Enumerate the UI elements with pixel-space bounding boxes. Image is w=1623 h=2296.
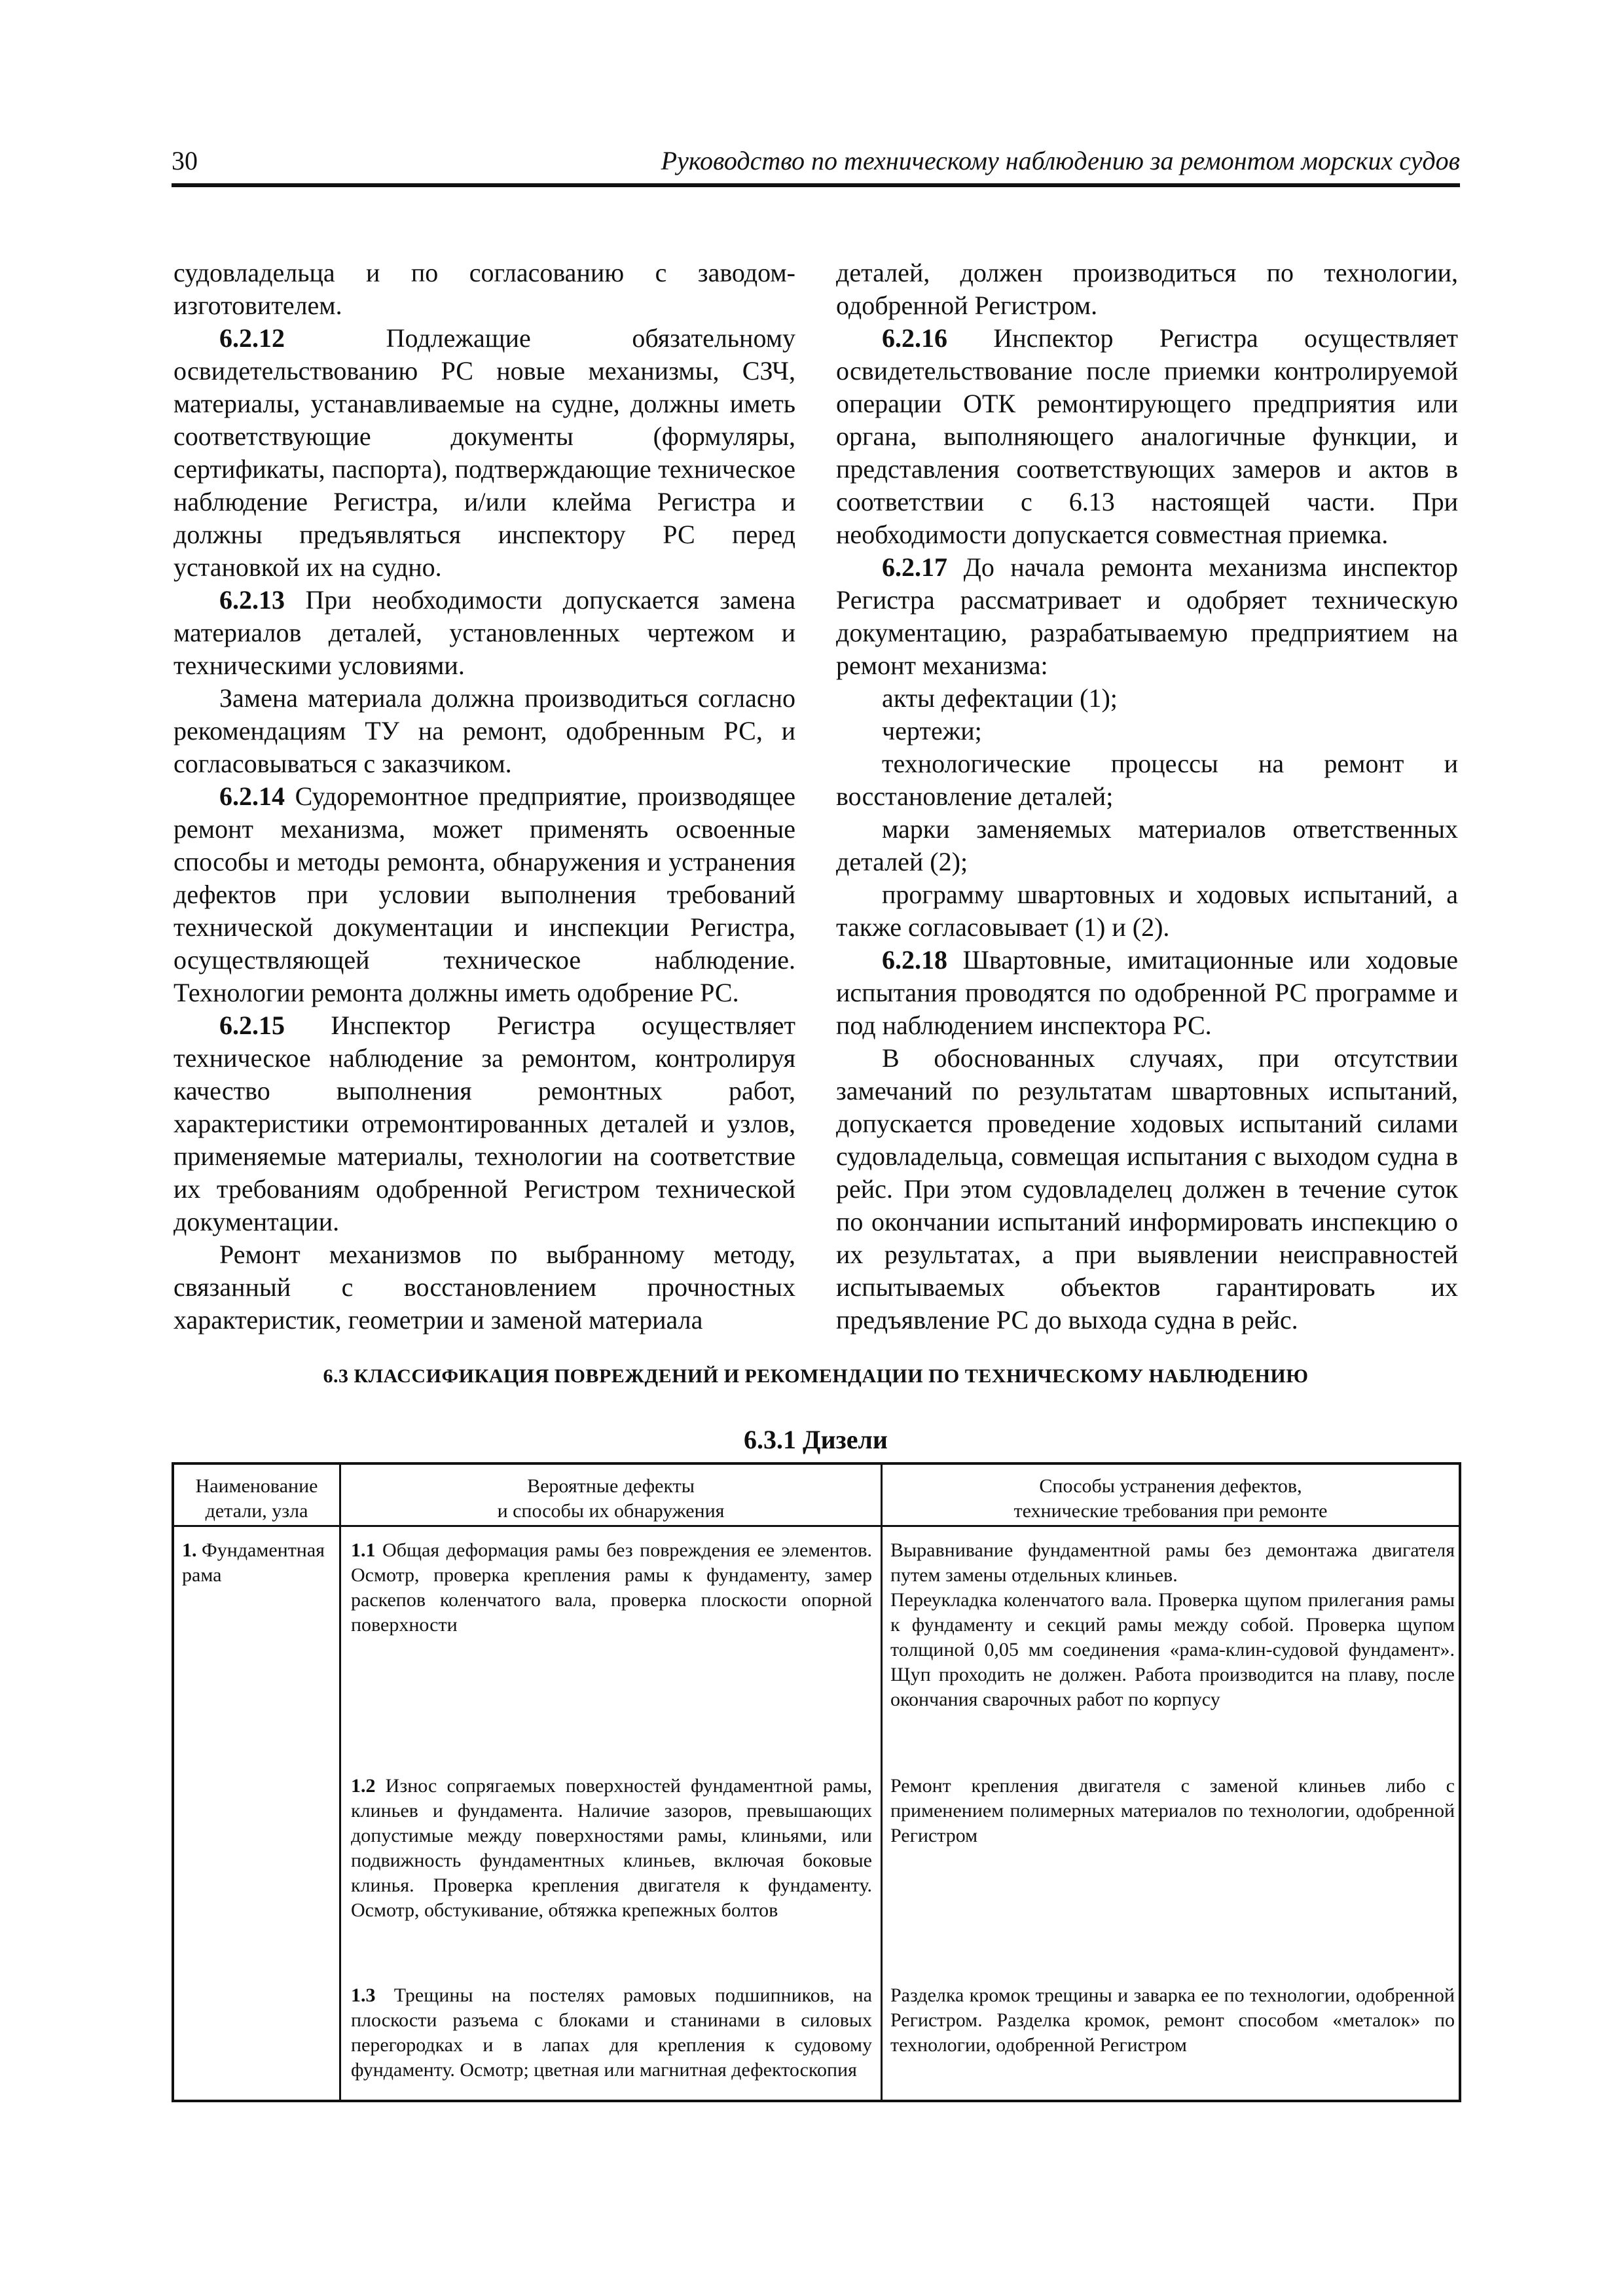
clause-number: 6.2.14: [219, 781, 285, 811]
table-row-1-2-remedy: Ремонт крепления двигателя с заменой клиньев либо с применением полимерных материалов по технологии, одобренной Регистром: [890, 1775, 1455, 1846]
page-number: 30: [172, 146, 198, 175]
clause-6-2-16: 6.2.16 Инспектор Регистра осуществляет освидетельствование после приемки контролируемой операции ОТК ремонтирующего предприятия или органа, выполняющего аналогичные функции, и представления соответствующих замеров и актов в соответствии с 6.13 настоящей части. При необходимости допускается совместная приемка.: [836, 323, 1458, 549]
right-column: [836, 257, 1458, 1336]
clause-6-2-13: 6.2.13 При необходимости допускается замена материалов деталей, установленных чертежом и техническими условиями.: [173, 585, 795, 680]
clause-6-2-15: 6.2.15 Инспектор Регистра осуществляет техническое наблюдение за ремонтом, контролируя качество выполнения ремонтных работ, характеристики отремонтированных деталей и узлов, применяемые материалы, технологии на соответствие их требованиям одобренной Регистром технической документации.: [173, 1011, 795, 1236]
paragraph: Ремонт механизмов по выбранному методу, связанный с восстановлением прочностных характеристик, геометрии и заменой материала: [173, 1240, 795, 1335]
table-row-1-1-defect: 1.1 Общая деформация рамы без повреждения ее элементов. Осмотр, проверка крепления рамы к фундаменту, замер раскепов коленчатого вала, проверка плоскости опорной поверхности: [351, 1539, 872, 1636]
table-divider: [174, 1525, 1459, 1527]
clause-6-2-12: 6.2.12 Подлежащие обязательному освидетельствованию РС новые механизмы, СЗЧ, материалы, устанавливаемые на судне, должны иметь соответствующие документы (формуляры, сертификаты, паспорта), подтверждающие техническое наблюдение Регистра, и/или клейма Регистра и должны предъявляться инспектору РС перед установкой их на судно.: [173, 323, 795, 582]
page-header: [172, 143, 1460, 187]
table-header-part: Наименование детали, узла: [195, 1475, 318, 1522]
clause-6-2-18: 6.2.18 Швартовные, имитационные или ходовые испытания проводятся по одобренной РС программе и под наблюдением инспектора РС.: [836, 945, 1458, 1040]
paragraph: В обоснованных случаях, при отсутствии замечаний по результатам швартовных испытаний, допускается проведение ходовых испытаний силами судовладельца, совмещая испытания с выходом судна в рейс. При этом судовладелец должен в течение суток по окончании испытаний информировать инспекцию о их результатах, а при выявлении неисправностей испытываемых объектов гарантировать их предъявление РС до выхода судна в рейс.: [836, 1043, 1458, 1335]
defects-table: [172, 1462, 1461, 2102]
clause-number: 6.2.18: [882, 945, 947, 975]
table-divider: [339, 1465, 341, 2100]
table-row-1-2-defect: 1.2 Износ сопрягаемых поверхностей фундаментной рамы, клиньев и фундамента. Наличие зазоров, превышающих допустимые между поверхностями рамы, клиньями, или подвижность фундаментных клиньев, включая боковые клинья. Проверка крепления двигателя к фундаменту. Осмотр, обстукивание, обтяжка крепежных болтов: [351, 1775, 872, 1921]
table-header-remedies: Способы устранения дефектов, технические требования при ремонте: [1013, 1475, 1328, 1522]
clause-number: 6.2.16: [882, 323, 947, 353]
list-item: акты дефектации (1);: [882, 683, 1118, 713]
table-header-defects: Вероятные дефекты и способы их обнаружения: [497, 1475, 725, 1522]
table-row-1-3-remedy: Разделка кромок трещины и заварка ее по технологии, одобренной Регистром. Разделка кромок, ремонт способом «металок» по технологии, одобренной Регистром: [890, 1984, 1455, 2056]
paragraph: Замена материала должна производиться согласно рекомендациям ТУ на ремонт, одобренным РС, и согласовываться с заказчиком.: [173, 683, 795, 778]
table-divider: [881, 1465, 883, 2100]
clause-6-2-17: 6.2.17 До начала ремонта механизма инспектор Регистра рассматривает и одобряет техническую документацию, разрабатываемую предприятием на ремонт механизма:: [836, 552, 1459, 680]
paragraph: судовладельца и по согласованию с заводом-изготовителем.: [173, 258, 795, 320]
list-item: технологические процессы на ремонт и восстановление деталей;: [836, 749, 1458, 811]
clause-number: 6.2.17: [882, 552, 947, 582]
list-item: программу швартовных и ходовых испытаний, а также согласовывает (1) и (2).: [836, 880, 1458, 942]
table-row-1-3-defect: 1.3 Трещины на постелях рамовых подшипников, на плоскости разъема с блоками и станинами в силовых перегородках и в лапах для крепления к судовому фундаменту. Осмотр; цветная или магнитная дефектоскопия: [351, 1984, 873, 2081]
list-item: чертежи;: [882, 716, 982, 745]
list-item: марки заменяемых материалов ответственных деталей (2);: [836, 814, 1458, 876]
section-title: 6.3 КЛАССИФИКАЦИЯ ПОВРЕЖДЕНИЙ И РЕКОМЕНДАЦИИ ПО ТЕХНИЧЕСКОМУ НАБЛЮДЕНИЮ: [323, 1365, 1309, 1387]
subsection-title: 6.3.1 Дизели: [744, 1425, 888, 1454]
running-title: Руководство по техническому наблюдению за ремонтом морских судов: [661, 146, 1460, 175]
paragraph: деталей, должен производиться по технологии, одобренной Регистром.: [836, 258, 1458, 320]
left-column: [173, 257, 795, 1336]
table-part-cell: 1. Фундаментная рама: [182, 1539, 325, 1586]
table-row-1-1-remedy: Выравнивание фундаментной рамы без демонтажа двигателя путем замены отдельных клиньев. Переукладка коленчатого вала. Проверка щупом прилегания рамы к фундаменту и секций рамы между собой. Проверка щупом толщиной 0,05 мм соединения «рама-клин-судовой фундамент». Щуп проходить не должен. Работа производится на плаву, после окончания сварочных работ по корпусу: [890, 1539, 1455, 1710]
clause-number: 6.2.13: [219, 585, 285, 615]
clause-number: 6.2.12: [219, 323, 285, 353]
clause-6-2-14: 6.2.14 Судоремонтное предприятие, производящее ремонт механизма, может применять освоенные способы и методы ремонта, обнаружения и устранения дефектов при условии выполнения требований технической документации и инспекции Регистра, осуществляющей техническое наблюдение. Технологии ремонта должны иметь одобрение РС.: [173, 781, 795, 1007]
clause-number: 6.2.15: [219, 1011, 285, 1040]
